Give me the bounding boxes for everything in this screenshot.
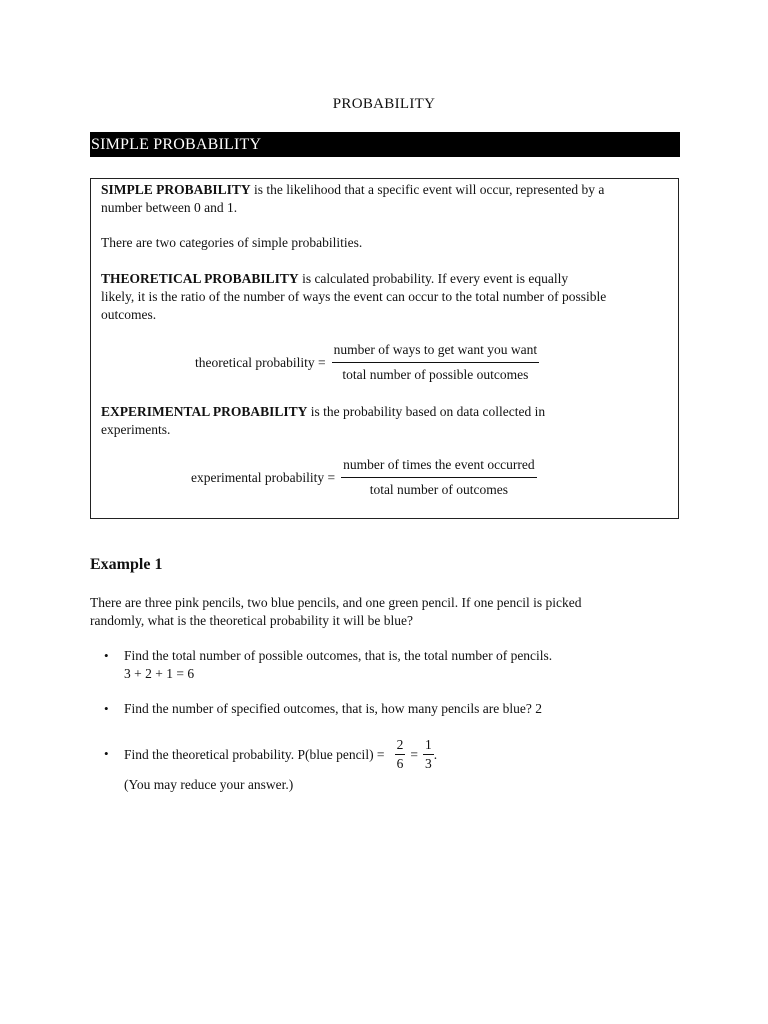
experimental-formula-label: experimental probability = <box>191 469 336 485</box>
experimental-probability-definition <box>101 403 667 439</box>
step-3-fraction-2-denominator: 3 <box>424 756 432 771</box>
step-3 <box>124 737 437 772</box>
step-3-fraction-1-numerator: 2 <box>395 737 406 755</box>
step-1-line1: Find the total number of possible outcomes, that is, the total number of pencils. <box>124 648 553 663</box>
experimental-probability-text-line1: is the probability based on data collected in <box>307 404 546 419</box>
example-question-line2: randomly, what is the theoretical probability it will be blue? <box>90 613 414 628</box>
step-3-note: (You may reduce your answer.) <box>124 777 294 792</box>
bullet-icon: • <box>104 701 109 716</box>
simple-probability-term: SIMPLE PROBABILITY <box>101 182 251 197</box>
bullet-icon: • <box>104 648 109 663</box>
theoretical-probability-text-line3: outcomes. <box>101 307 157 322</box>
step-1 <box>124 647 664 683</box>
example-question <box>90 594 670 630</box>
simple-probability-text-line1: is the likelihood that a specific event will occur, represented by a <box>250 182 605 197</box>
theoretical-numerator: number of ways to get want you want <box>332 341 540 363</box>
example-question-line1: There are three pink pencils, two blue pencils, and one green pencil. If one pencil is picked <box>90 595 582 610</box>
experimental-probability-text-line2: experiments. <box>101 422 171 437</box>
step-3-equals: = <box>410 746 418 762</box>
experimental-numerator: number of times the event occurred <box>341 456 537 478</box>
step-3-text: Find the theoretical probability. P(blue pencil) = <box>124 746 385 762</box>
theoretical-fraction <box>332 341 540 384</box>
theoretical-probability-term: THEORETICAL PROBABILITY <box>101 271 299 286</box>
step-2: Find the number of specified outcomes, that is, how many pencils are blue? 2 <box>124 701 543 716</box>
simple-probability-text-line2: number between 0 and 1. <box>101 200 238 215</box>
theoretical-formula-label: theoretical probability = <box>195 354 326 370</box>
definition-box <box>90 178 679 519</box>
page-title: PROBABILITY <box>332 96 436 112</box>
theoretical-probability-definition <box>101 270 667 324</box>
categories-text: There are two categories of simple probabilities. <box>101 235 363 250</box>
theoretical-probability-text-line1: is calculated probability. If every event is equally <box>298 271 569 286</box>
theoretical-probability-text-line2: likely, it is the ratio of the number of ways the event can occur to the total number of possible <box>101 289 607 304</box>
experimental-denominator: total number of outcomes <box>369 482 509 497</box>
theoretical-formula <box>195 341 539 384</box>
step-3-fraction-1-denominator: 6 <box>396 756 404 771</box>
step-1-line2: 3 + 2 + 1 = 6 <box>124 666 195 681</box>
simple-probability-definition <box>101 181 667 217</box>
step-3-fraction-1 <box>395 737 406 772</box>
experimental-probability-term: EXPERIMENTAL PROBABILITY <box>101 404 308 419</box>
example-heading: Example 1 <box>90 556 163 573</box>
step-3-fraction-2-numerator: 1 <box>423 737 434 755</box>
theoretical-denominator: total number of possible outcomes <box>342 367 529 382</box>
bullet-icon: • <box>104 746 109 761</box>
experimental-fraction <box>341 456 537 499</box>
step-3-period: . <box>433 746 438 762</box>
experimental-formula <box>191 456 537 499</box>
step-3-fraction-2 <box>423 737 434 772</box>
section-header: SIMPLE PROBABILITY <box>90 132 680 157</box>
